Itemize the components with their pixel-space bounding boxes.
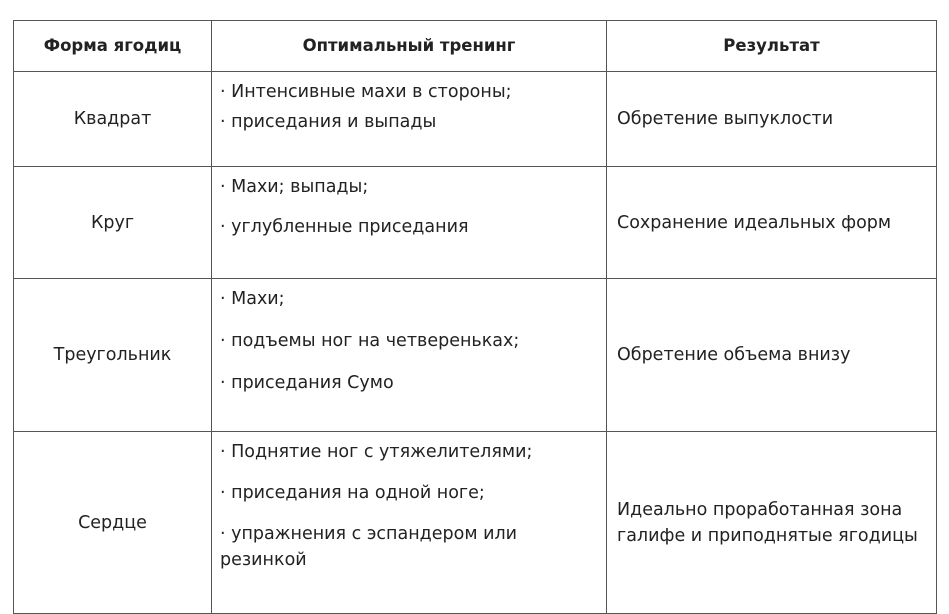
shape-cell: Сердце xyxy=(14,432,212,614)
table-row xyxy=(14,72,937,167)
header-row xyxy=(14,21,937,72)
training-cell xyxy=(212,167,607,279)
training-item: · подъемы ног на четвереньках; xyxy=(220,331,520,351)
training-item: · приседания Сумо xyxy=(220,373,394,393)
result-cell: Сохранение идеальных форм xyxy=(607,167,937,279)
table-row xyxy=(14,432,937,614)
shape-cell: Круг xyxy=(14,167,212,279)
header-result: Результат xyxy=(607,21,937,72)
training-item: · Махи; выпады; xyxy=(220,177,369,197)
training-cell xyxy=(212,279,607,432)
result-cell: Обретение выпуклости xyxy=(607,72,937,167)
training-item: · Махи; xyxy=(220,289,285,309)
table-row xyxy=(14,167,937,279)
training-item: · Интенсивные махи в стороны; xyxy=(220,82,512,102)
training-item: · приседания и выпады xyxy=(220,112,437,132)
header-shape: Форма ягодиц xyxy=(14,21,212,72)
training-cell xyxy=(212,432,607,614)
header-training: Оптимальный тренинг xyxy=(212,21,607,72)
training-item: · упражнения с эспандером или резинкой xyxy=(220,524,518,570)
shape-cell: Треугольник xyxy=(14,279,212,432)
result-cell: Обретение объема внизу xyxy=(607,279,937,432)
training-cell xyxy=(212,72,607,167)
training-item: · углубленные приседания xyxy=(220,217,469,237)
shape-cell: Квадрат xyxy=(14,72,212,167)
training-item: · Поднятие ног с утяжелителями; xyxy=(220,442,533,462)
buttock-shape-training-table xyxy=(13,20,937,614)
table-row xyxy=(14,279,937,432)
table-header xyxy=(14,21,937,72)
result-cell: Идеально проработанная зона галифе и приподнятые ягодицы xyxy=(607,432,937,614)
training-item: · приседания на одной ноге; xyxy=(220,483,485,503)
